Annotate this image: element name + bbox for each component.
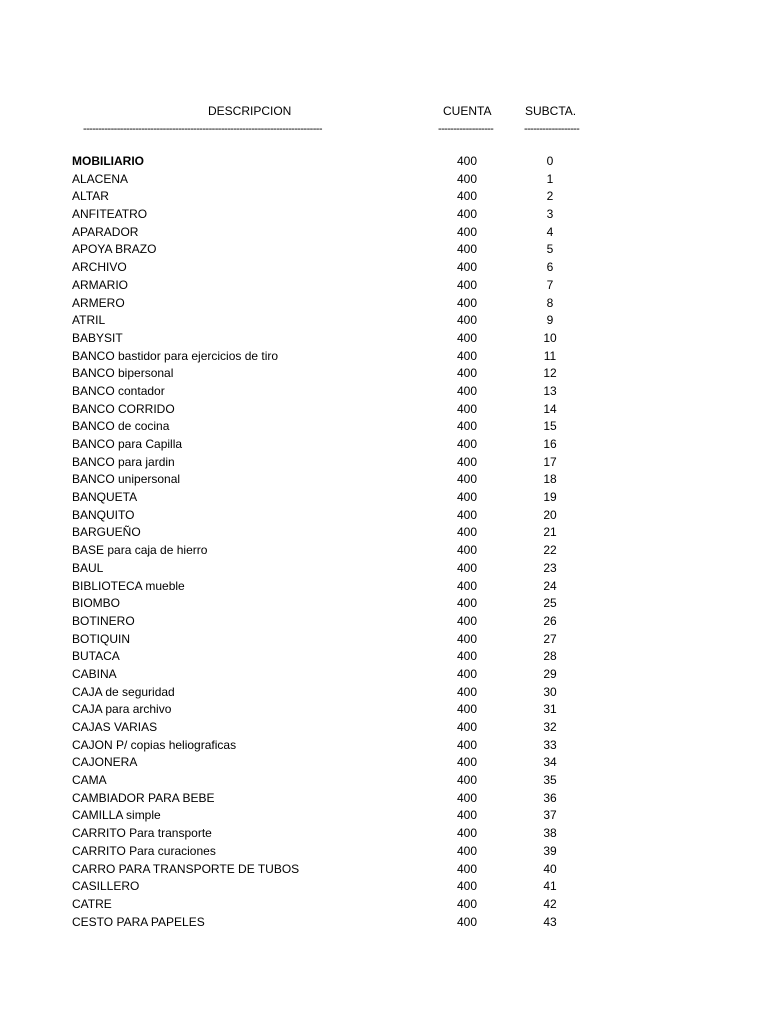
column-header-subcta: SUBCTA. — [525, 104, 577, 118]
row-subcta: 22 — [543, 543, 557, 558]
row-subcta: 17 — [543, 454, 557, 469]
row-cuenta: 400 — [456, 684, 478, 699]
row-subcta: 8 — [546, 295, 554, 310]
table-row — [0, 754, 770, 772]
row-descripcion: APARADOR — [72, 224, 139, 239]
row-descripcion: BANCO unipersonal — [72, 472, 181, 487]
table-row — [0, 666, 770, 684]
row-descripcion: CAMILLA simple — [72, 808, 161, 823]
row-cuenta: 400 — [456, 260, 478, 275]
row-descripcion: CAJAS VARIAS — [72, 720, 158, 734]
table-row — [0, 878, 770, 896]
row-subcta: 10 — [543, 330, 557, 345]
row-descripcion: CATRE — [72, 896, 112, 911]
row-descripcion: BARGUEÑO — [72, 525, 141, 540]
row-descripcion: BANQUITO — [72, 507, 135, 522]
row-cuenta: 400 — [456, 773, 478, 788]
table-row — [0, 648, 770, 666]
row-subcta: 41 — [543, 879, 557, 894]
row-descripcion: ALTAR — [72, 189, 109, 204]
row-cuenta: 400 — [456, 879, 478, 894]
row-subcta: 18 — [543, 472, 557, 487]
row-descripcion: ATRIL — [72, 313, 106, 328]
row-descripcion: BANQUETA — [72, 490, 138, 505]
row-cuenta: 400 — [456, 507, 478, 522]
table-row — [0, 843, 770, 861]
row-cuenta: 400 — [456, 790, 478, 805]
row-subcta: 31 — [543, 702, 557, 717]
row-subcta: 1 — [546, 171, 554, 186]
row-descripcion: BAUL — [72, 560, 104, 575]
row-cuenta: 400 — [456, 277, 478, 292]
row-subcta: 5 — [546, 242, 554, 257]
table-row — [0, 772, 770, 790]
row-subcta: 25 — [543, 596, 557, 611]
table-row — [0, 790, 770, 808]
header-rule-cuenta: ------------------ — [438, 123, 494, 135]
row-descripcion: ARMARIO — [72, 277, 129, 292]
row-descripcion: BANCO de cocina — [72, 419, 170, 434]
row-descripcion: BANCO CORRIDO — [72, 401, 175, 416]
table-row — [0, 684, 770, 702]
row-descripcion: BANCO bastidor para ejercicios de tiro — [72, 348, 279, 363]
column-header-cuenta: CUENTA — [443, 104, 492, 118]
table-row — [0, 188, 770, 206]
header-rule-descripcion: ------------------------------------------------------------------------------ — [83, 123, 322, 135]
row-subcta: 35 — [543, 773, 557, 788]
row-descripcion: BABYSIT — [72, 330, 123, 345]
row-cuenta: 400 — [456, 419, 478, 434]
row-cuenta: 400 — [456, 295, 478, 310]
table-row — [0, 454, 770, 472]
table-row — [0, 241, 770, 259]
table-row — [0, 295, 770, 313]
row-subcta: 9 — [546, 313, 554, 328]
row-cuenta: 400 — [456, 313, 478, 328]
table-row — [0, 224, 770, 242]
table-row — [0, 489, 770, 507]
table-row — [0, 171, 770, 189]
row-subcta: 7 — [546, 277, 554, 292]
table-row — [0, 277, 770, 295]
row-cuenta: 400 — [456, 702, 478, 717]
row-cuenta: 400 — [456, 896, 478, 911]
table-row — [0, 631, 770, 649]
row-subcta: 36 — [543, 790, 557, 805]
row-subcta: 19 — [543, 490, 557, 505]
table-row — [0, 560, 770, 578]
row-descripcion: BASE para caja de hierro — [72, 543, 208, 558]
row-subcta: 15 — [543, 419, 557, 434]
row-subcta: 11 — [543, 348, 557, 363]
table-row — [0, 825, 770, 843]
table-row — [0, 861, 770, 879]
row-descripcion: CAJONERA — [72, 755, 138, 770]
row-subcta: 32 — [543, 720, 557, 734]
table-row — [0, 507, 770, 525]
row-subcta: 3 — [546, 207, 554, 222]
row-cuenta: 400 — [456, 472, 478, 487]
table-row — [0, 259, 770, 277]
row-descripcion: BANCO para jardin — [72, 454, 175, 469]
column-header-descripcion: DESCRIPCION — [208, 104, 292, 118]
table-row — [0, 719, 770, 737]
row-descripcion: CASILLERO — [72, 879, 140, 894]
row-subcta: 13 — [543, 383, 557, 398]
row-descripcion: CAJON P/ copias heliograficas — [72, 737, 237, 752]
row-descripcion: BOTINERO — [72, 613, 135, 628]
table-row — [0, 365, 770, 383]
row-cuenta: 400 — [456, 242, 478, 257]
row-subcta: 39 — [543, 843, 557, 858]
table-row — [0, 383, 770, 401]
row-subcta: 0 — [546, 154, 554, 168]
row-subcta: 12 — [543, 366, 557, 381]
row-descripcion: CARRO PARA TRANSPORTE DE TUBOS — [72, 861, 300, 876]
row-descripcion: CARRITO Para curaciones — [72, 843, 216, 858]
row-descripcion: CARRITO Para transporte — [72, 826, 212, 841]
row-cuenta: 400 — [456, 560, 478, 575]
row-cuenta: 400 — [456, 666, 478, 681]
table-row — [0, 896, 770, 914]
row-descripcion: BIOMBO — [72, 596, 121, 611]
row-cuenta: 400 — [456, 808, 478, 823]
row-descripcion: BUTACA — [72, 649, 120, 664]
row-cuenta: 400 — [456, 437, 478, 451]
row-cuenta: 400 — [456, 401, 478, 416]
row-cuenta: 400 — [456, 826, 478, 841]
table-row — [0, 914, 770, 932]
header-rule-subcta: ------------------ — [524, 123, 580, 135]
row-descripcion: ANFITEATRO — [72, 207, 148, 222]
row-cuenta: 400 — [456, 755, 478, 770]
row-cuenta: 400 — [456, 454, 478, 469]
table-row — [0, 401, 770, 419]
row-subcta: 37 — [543, 808, 557, 823]
row-subcta: 14 — [543, 401, 557, 416]
row-cuenta: 400 — [456, 490, 478, 505]
row-subcta: 2 — [546, 189, 554, 204]
row-subcta: 43 — [543, 914, 557, 929]
row-subcta: 38 — [543, 826, 557, 841]
row-subcta: 26 — [543, 613, 557, 628]
category-row — [0, 153, 770, 171]
row-cuenta: 400 — [456, 189, 478, 204]
row-descripcion: BIBLIOTECA mueble — [72, 578, 185, 593]
row-descripcion: MOBILIARIO — [72, 154, 144, 168]
row-subcta: 27 — [543, 631, 557, 646]
row-cuenta: 400 — [456, 171, 478, 186]
row-cuenta: 400 — [456, 578, 478, 593]
table-row — [0, 737, 770, 755]
table-row — [0, 578, 770, 596]
row-descripcion: APOYA BRAZO — [72, 242, 157, 257]
row-cuenta: 400 — [456, 914, 478, 929]
row-subcta: 16 — [543, 437, 557, 451]
row-cuenta: 400 — [456, 737, 478, 752]
row-cuenta: 400 — [456, 224, 478, 239]
row-subcta: 40 — [543, 861, 557, 876]
table-row — [0, 595, 770, 613]
table-row — [0, 613, 770, 631]
row-cuenta: 400 — [456, 720, 478, 734]
table-row — [0, 436, 770, 454]
table-row — [0, 542, 770, 560]
row-cuenta: 400 — [456, 543, 478, 558]
row-descripcion: ARCHIVO — [72, 260, 127, 275]
row-subcta: 4 — [546, 224, 554, 239]
row-descripcion: BOTIQUIN — [72, 631, 131, 646]
row-descripcion: CESTO PARA PAPELES — [72, 914, 205, 929]
row-cuenta: 400 — [456, 861, 478, 876]
row-subcta: 42 — [543, 896, 557, 911]
row-descripcion: BANCO para Capilla — [72, 437, 183, 451]
table-row — [0, 330, 770, 348]
row-descripcion: BANCO contador — [72, 383, 165, 398]
row-subcta: 29 — [543, 666, 557, 681]
row-subcta: 33 — [543, 737, 557, 752]
table-row — [0, 524, 770, 542]
account-list — [0, 153, 770, 931]
row-subcta: 30 — [543, 684, 557, 699]
row-subcta: 24 — [543, 578, 557, 593]
table-row — [0, 418, 770, 436]
row-descripcion: ARMERO — [72, 295, 125, 310]
row-subcta: 6 — [546, 260, 554, 275]
row-subcta: 34 — [543, 755, 557, 770]
row-cuenta: 400 — [456, 525, 478, 540]
row-cuenta: 400 — [456, 366, 478, 381]
row-cuenta: 400 — [456, 348, 478, 363]
row-descripcion: CABINA — [72, 666, 117, 681]
row-cuenta: 400 — [456, 154, 478, 168]
table-row — [0, 807, 770, 825]
row-cuenta: 400 — [456, 613, 478, 628]
table-row — [0, 701, 770, 719]
row-descripcion: CAJA de seguridad — [72, 684, 175, 699]
row-descripcion: ALACENA — [72, 171, 129, 186]
row-cuenta: 400 — [456, 383, 478, 398]
row-subcta: 21 — [543, 525, 557, 540]
row-descripcion: CAMBIADOR PARA BEBE — [72, 790, 215, 805]
row-subcta: 23 — [543, 560, 557, 575]
row-descripcion: CAJA para archivo — [72, 702, 172, 717]
table-row — [0, 471, 770, 489]
row-cuenta: 400 — [456, 596, 478, 611]
table-row — [0, 312, 770, 330]
row-descripcion: BANCO bipersonal — [72, 366, 174, 381]
table-row — [0, 206, 770, 224]
row-descripcion: CAMA — [72, 773, 107, 788]
row-cuenta: 400 — [456, 631, 478, 646]
row-cuenta: 400 — [456, 207, 478, 222]
row-cuenta: 400 — [456, 649, 478, 664]
row-subcta: 28 — [543, 649, 557, 664]
table-row — [0, 348, 770, 366]
row-subcta: 20 — [543, 507, 557, 522]
row-cuenta: 400 — [456, 330, 478, 345]
row-cuenta: 400 — [456, 843, 478, 858]
